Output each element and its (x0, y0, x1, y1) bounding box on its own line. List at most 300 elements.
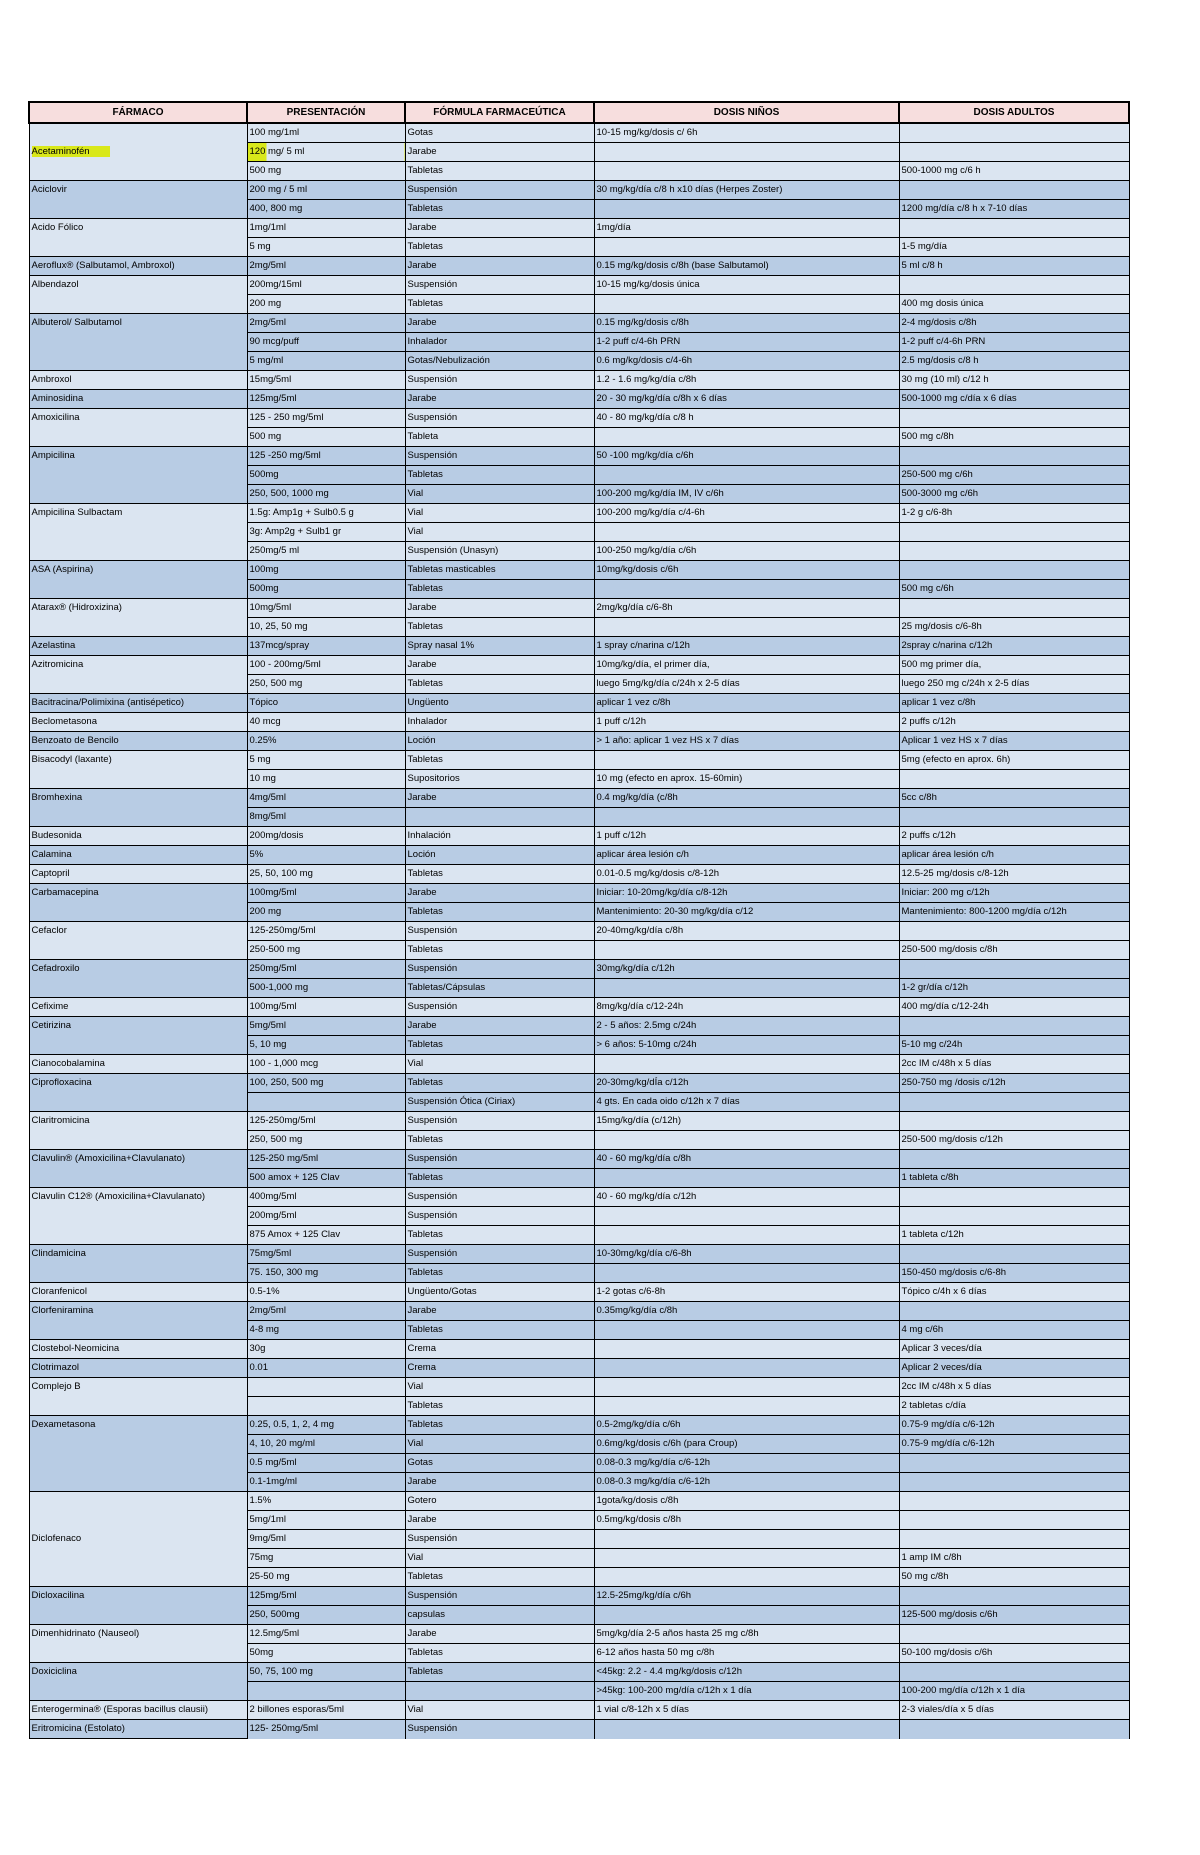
adult-dose-cell (899, 219, 1129, 238)
table-row (29, 865, 1129, 884)
table-row (29, 732, 1129, 751)
adult-dose-cell (899, 181, 1129, 200)
drug-name-cell (29, 1283, 247, 1302)
drug-name: Bisacodyl (laxante) (31, 754, 112, 765)
drug-name: Eritromicina (Estolato) (31, 1723, 125, 1734)
drug-name-cell (29, 295, 247, 314)
drug-name: Cefaclor (31, 925, 67, 936)
child-dose-cell (594, 941, 899, 960)
child-dose-cell: 100-200 mg/kg/día IM, IV c/6h (594, 485, 899, 504)
drug-name: Clotrimazol (31, 1362, 80, 1373)
table-row (29, 846, 1129, 865)
drug-name-cell (29, 1530, 247, 1549)
drug-name-cell (29, 1188, 247, 1207)
presentation-cell: 125-250mg/5ml (247, 1112, 405, 1131)
adult-dose-cell: 500-3000 mg c/6h (899, 485, 1129, 504)
child-dose-cell: 0.6mg/kg/dosis c/6h (para Croup) (594, 1435, 899, 1454)
adult-dose-cell: Aplicar 1 vez HS x 7 días (899, 732, 1129, 751)
drug-name-cell (29, 1359, 247, 1378)
table-body (29, 123, 1129, 1739)
formula-cell: Inhalación (405, 827, 594, 846)
presentation-cell: 100mg/5ml (247, 884, 405, 903)
table-row (29, 1587, 1129, 1606)
drug-name-cell (29, 846, 247, 865)
formula-cell: Tabletas masticables (405, 561, 594, 580)
presentation-cell: 2mg/5ml (247, 314, 405, 333)
adult-dose-cell: 5 ml c/8 h (899, 257, 1129, 276)
child-dose-cell (594, 1397, 899, 1416)
drug-name: Azitromicina (31, 659, 84, 670)
presentation-cell: 5% (247, 846, 405, 865)
drug-name-cell (29, 580, 247, 599)
drug-name-cell (29, 504, 247, 523)
child-dose-cell (594, 1378, 899, 1397)
adult-dose-cell: 2 puffs c/12h (899, 713, 1129, 732)
formula-cell: Gotas/Nebulización (405, 352, 594, 371)
presentation-cell: 5 mg (247, 238, 405, 257)
table-row (29, 1188, 1129, 1207)
table-row (29, 276, 1129, 295)
adult-dose-cell (899, 960, 1129, 979)
adult-dose-cell: aplicar área lesión c/h (899, 846, 1129, 865)
table-row (29, 1473, 1129, 1492)
child-dose-cell: 0.5-2mg/kg/día c/6h (594, 1416, 899, 1435)
child-dose-cell (594, 1549, 899, 1568)
presentation-cell: 500mg (247, 466, 405, 485)
adult-dose-cell (899, 542, 1129, 561)
header-farmaco: FÁRMACO (29, 102, 247, 123)
child-dose-cell: 1-2 puff c/4-6h PRN (594, 333, 899, 352)
presentation-cell (247, 1397, 405, 1416)
child-dose-cell (594, 1568, 899, 1587)
adult-dose-cell (899, 523, 1129, 542)
adult-dose-cell: 250-500 mg/dosis c/12h (899, 1131, 1129, 1150)
adult-dose-cell (899, 1473, 1129, 1492)
drug-name-cell (29, 1568, 247, 1587)
drug-name: Bromhexina (31, 792, 83, 803)
formula-cell: Crema (405, 1340, 594, 1359)
presentation-cell: 1mg/1ml (247, 219, 405, 238)
header-dosis-adultos: DOSIS ADULTOS (899, 102, 1129, 123)
child-dose-cell (594, 1226, 899, 1245)
child-dose-cell (594, 1606, 899, 1625)
drug-name-cell (29, 1112, 247, 1131)
formula-cell: Vial (405, 504, 594, 523)
adult-dose-cell: aplicar 1 vez c/8h (899, 694, 1129, 713)
formula-cell: Tabletas (405, 1321, 594, 1340)
adult-dose-cell: 12.5-25 mg/dosis c/8-12h (899, 865, 1129, 884)
drug-name-cell (29, 1606, 247, 1625)
drug-name-cell (29, 1435, 247, 1454)
table-row (29, 1245, 1129, 1264)
adult-dose-cell: 4 mg c/6h (899, 1321, 1129, 1340)
child-dose-cell (594, 1321, 899, 1340)
presentation-cell: 200mg/dosis (247, 827, 405, 846)
table-row (29, 371, 1129, 390)
presentation-cell: 250, 500 mg (247, 1131, 405, 1150)
presentation-cell: 10mg/5ml (247, 599, 405, 618)
drug-name-cell (29, 390, 247, 409)
drug-name: Carbamacepina (31, 887, 99, 898)
adult-dose-cell: 2cc IM c/48h x 5 días (899, 1055, 1129, 1074)
table-row (29, 485, 1129, 504)
child-dose-cell: 10mg/kg/día, el primer día, (594, 656, 899, 675)
drug-name-cell (29, 1321, 247, 1340)
drug-name-cell (29, 238, 247, 257)
drug-name-cell (29, 1720, 247, 1739)
presentation-cell: 125-250mg/5ml (247, 922, 405, 941)
drug-name: Aminosidina (31, 393, 84, 404)
presentation-cell: 50mg (247, 1644, 405, 1663)
adult-dose-cell: 50 mg c/8h (899, 1568, 1129, 1587)
drug-name-cell (29, 352, 247, 371)
adult-dose-cell: 2 puffs c/12h (899, 827, 1129, 846)
adult-dose-cell: Aplicar 2 veces/día (899, 1359, 1129, 1378)
child-dose-cell (594, 808, 899, 827)
formula-cell: Suspensión (405, 371, 594, 390)
adult-dose-cell (899, 770, 1129, 789)
drug-name: Dicloxacilina (31, 1590, 85, 1601)
drug-name: Clavulin C12® (Amoxicilina+Clavulanato) (31, 1191, 206, 1202)
child-dose-cell: 10-15 mg/kg/dosis única (594, 276, 899, 295)
presentation-cell: 12.5mg/5ml (247, 1625, 405, 1644)
table-row (29, 1207, 1129, 1226)
formula-cell: capsulas (405, 1606, 594, 1625)
drug-name-cell (29, 333, 247, 352)
formula-cell: Jarabe (405, 1017, 594, 1036)
formula-cell: Suspensión (405, 1150, 594, 1169)
presentation-cell: 250mg/5ml (247, 960, 405, 979)
table-row (29, 922, 1129, 941)
table-row (29, 314, 1129, 333)
drug-name-cell (29, 1587, 247, 1606)
child-dose-cell (594, 580, 899, 599)
adult-dose-cell: 2-4 mg/dosis c/8h (899, 314, 1129, 333)
child-dose-cell: Mantenimiento: 20-30 mg/kg/día c/12 (594, 903, 899, 922)
adult-dose-cell: 25 mg/dosis c/6-8h (899, 618, 1129, 637)
table-row (29, 1530, 1129, 1549)
adult-dose-cell (899, 922, 1129, 941)
drug-name: Clorfeniramina (31, 1305, 94, 1316)
drug-name-cell (29, 1302, 247, 1321)
formula-cell: Suspensión (405, 1188, 594, 1207)
presentation-cell: 400, 800 mg (247, 200, 405, 219)
formula-cell: Tabletas (405, 1397, 594, 1416)
adult-dose-cell (899, 123, 1129, 143)
formula-cell: Tabletas (405, 1264, 594, 1283)
table-row (29, 1131, 1129, 1150)
child-dose-cell (594, 295, 899, 314)
drug-name-cell (29, 561, 247, 580)
presentation-cell: Tópico (247, 694, 405, 713)
formula-cell: Jarabe (405, 1473, 594, 1492)
presentation-cell: 10 mg (247, 770, 405, 789)
table-row (29, 1416, 1129, 1435)
formula-cell: Jarabe (405, 143, 594, 162)
adult-dose-cell: 500-1000 mg c/día x 6 días (899, 390, 1129, 409)
formula-cell: Supositorios (405, 770, 594, 789)
child-dose-cell: 40 - 80 mg/kg/día c/8 h (594, 409, 899, 428)
child-dose-cell: 0.08-0.3 mg/kg/día c/6-12h (594, 1473, 899, 1492)
table-row (29, 618, 1129, 637)
adult-dose-cell: 30 mg (10 ml) c/12 h (899, 371, 1129, 390)
formula-cell: Tabletas (405, 1644, 594, 1663)
presentation-cell: 200mg/5ml (247, 1207, 405, 1226)
table-row (29, 770, 1129, 789)
formula-cell: Vial (405, 1701, 594, 1720)
table-row (29, 409, 1129, 428)
drug-name-cell (29, 542, 247, 561)
presentation-cell (247, 1378, 405, 1397)
presentation-cell: 250, 500 mg (247, 675, 405, 694)
child-dose-cell: 50 -100 mg/kg/día c/6h (594, 447, 899, 466)
presentation-cell: 500mg (247, 580, 405, 599)
drug-name-cell (29, 1245, 247, 1264)
child-dose-cell (594, 200, 899, 219)
presentation-cell: 125mg/5ml (247, 1587, 405, 1606)
formula-cell: Tabletas (405, 580, 594, 599)
adult-dose-cell: 5mg (efecto en aprox. 6h) (899, 751, 1129, 770)
drug-name-cell (29, 1663, 247, 1682)
table-row (29, 1435, 1129, 1454)
formula-cell: Suspensión (405, 181, 594, 200)
child-dose-cell: 0.6 mg/kg/dosis c/4-6h (594, 352, 899, 371)
drug-name: Dexametasona (31, 1419, 96, 1430)
drug-name-cell (29, 713, 247, 732)
adult-dose-cell (899, 447, 1129, 466)
formula-cell (405, 808, 594, 827)
presentation-cell: 250, 500mg (247, 1606, 405, 1625)
presentation-cell (247, 1093, 405, 1112)
child-dose-cell: aplicar 1 vez c/8h (594, 694, 899, 713)
adult-dose-cell (899, 1188, 1129, 1207)
adult-dose-cell: 400 mg/día c/12-24h (899, 998, 1129, 1017)
presentation-cell: 0.5-1% (247, 1283, 405, 1302)
drug-name-cell (29, 1511, 247, 1530)
formula-cell: Tabletas (405, 200, 594, 219)
presentation-cell: 500-1,000 mg (247, 979, 405, 998)
adult-dose-cell: 1-2 gr/día c/12h (899, 979, 1129, 998)
child-dose-cell: Iniciar: 10-20mg/kg/día c/8-12h (594, 884, 899, 903)
child-dose-cell: 0.5mg/kg/dosis c/8h (594, 1511, 899, 1530)
adult-dose-cell: Iniciar: 200 mg c/12h (899, 884, 1129, 903)
drug-name-cell (29, 789, 247, 808)
table-row (29, 1568, 1129, 1587)
table-row (29, 123, 1129, 143)
formula-cell: Suspensión (405, 409, 594, 428)
child-dose-cell: 5mg/kg/día 2-5 años hasta 25 mg c/8h (594, 1625, 899, 1644)
drug-name-cell (29, 1055, 247, 1074)
formula-cell: Suspensión (405, 447, 594, 466)
child-dose-cell: 40 - 60 mg/kg/día c/8h (594, 1150, 899, 1169)
presentation-cell: 30g (247, 1340, 405, 1359)
drug-name-cell (29, 1378, 247, 1397)
formula-cell: Suspensión Ótica (Ciriax) (405, 1093, 594, 1112)
formula-cell: Jarabe (405, 257, 594, 276)
drug-name: Diclofenaco (31, 1532, 82, 1544)
formula-cell: Vial (405, 1378, 594, 1397)
table-row (29, 333, 1129, 352)
drug-name-cell (29, 1207, 247, 1226)
adult-dose-cell: 100-200 mg/día c/12h x 1 día (899, 1682, 1129, 1701)
drug-name-cell (29, 200, 247, 219)
table-row (29, 1302, 1129, 1321)
formula-cell: Spray nasal 1% (405, 637, 594, 656)
drug-name-cell (29, 694, 247, 713)
adult-dose-cell: 1 tableta c/8h (899, 1169, 1129, 1188)
presentation-cell: 2 billones esporas/5ml (247, 1701, 405, 1720)
child-dose-cell: 100-250 mg/kg/día c/6h (594, 542, 899, 561)
table-row (29, 941, 1129, 960)
drug-name-cell (29, 1264, 247, 1283)
drug-name-cell (29, 922, 247, 941)
drug-name-cell (29, 1036, 247, 1055)
child-dose-cell (594, 1169, 899, 1188)
formula-cell: Jarabe (405, 1625, 594, 1644)
presentation-cell: 125mg/5ml (247, 390, 405, 409)
adult-dose-cell (899, 1017, 1129, 1036)
formula-cell: Tabletas (405, 618, 594, 637)
formula-cell: Vial (405, 1435, 594, 1454)
presentation-cell: 100, 250, 500 mg (247, 1074, 405, 1093)
drug-name-cell (29, 257, 247, 276)
drug-name: Cetirizina (31, 1020, 72, 1031)
presentation-cell: 10, 25, 50 mg (247, 618, 405, 637)
table-row (29, 238, 1129, 257)
adult-dose-cell (899, 1207, 1129, 1226)
presentation-cell: 100 - 200mg/5ml (247, 656, 405, 675)
child-dose-cell (594, 466, 899, 485)
adult-dose-cell (899, 1112, 1129, 1131)
formula-cell: Inhalador (405, 713, 594, 732)
header-formula: FÓRMULA FARMACEÚTICA (405, 102, 594, 123)
presentation-cell: 5 mg/ml (247, 352, 405, 371)
formula-cell: Suspensión (405, 1245, 594, 1264)
table-row (29, 143, 1129, 162)
presentation-cell: 2mg/5ml (247, 1302, 405, 1321)
adult-dose-cell: 5cc c/8h (899, 789, 1129, 808)
presentation-cell: 100 - 1,000 mcg (247, 1055, 405, 1074)
table-row (29, 1283, 1129, 1302)
adult-dose-cell: 500-1000 mg c/6 h (899, 162, 1129, 181)
presentation-cell: 8mg/5ml (247, 808, 405, 827)
drug-name-cell (29, 1625, 247, 1644)
formula-cell: Gotero (405, 1492, 594, 1511)
presentation-cell: 4-8 mg (247, 1321, 405, 1340)
child-dose-cell: 10-15 mg/kg/dosis c/ 6h (594, 123, 899, 143)
child-dose-cell: 0.01-0.5 mg/kg/dosis c/8-12h (594, 865, 899, 884)
child-dose-cell: 1-2 gotas c/6-8h (594, 1283, 899, 1302)
adult-dose-cell (899, 1245, 1129, 1264)
drug-name: Cianocobalamina (31, 1058, 105, 1069)
formula-cell: Tabletas (405, 1568, 594, 1587)
table-row (29, 903, 1129, 922)
adult-dose-cell (899, 599, 1129, 618)
child-dose-cell (594, 162, 899, 181)
table-row (29, 428, 1129, 447)
formula-cell: Jarabe (405, 390, 594, 409)
table-row (29, 352, 1129, 371)
drug-name-cell (29, 1644, 247, 1663)
child-dose-cell: 1.2 - 1.6 mg/kg/día c/8h (594, 371, 899, 390)
formula-cell: Tabletas (405, 295, 594, 314)
presentation-cell: 4mg/5ml (247, 789, 405, 808)
table-row (29, 523, 1129, 542)
presentation-cell: 0.5 mg/5ml (247, 1454, 405, 1473)
drug-name: Cefixime (31, 1001, 69, 1012)
presentation-cell: 1.5g: Amp1g + Sulb0.5 g (247, 504, 405, 523)
presentation-cell: 500 amox + 125 Clav (247, 1169, 405, 1188)
adult-dose-cell: 50-100 mg/dosis c/6h (899, 1644, 1129, 1663)
formula-cell: Inhalador (405, 333, 594, 352)
presentation-cell: 15mg/5ml (247, 371, 405, 390)
table-row (29, 1511, 1129, 1530)
presentation-cell: 250mg/5 ml (247, 542, 405, 561)
table-row (29, 181, 1129, 200)
adult-dose-cell: 250-500 mg c/6h (899, 466, 1129, 485)
formula-cell: Tabletas (405, 466, 594, 485)
child-dose-cell (594, 143, 899, 162)
formula-cell: Gotas (405, 1454, 594, 1473)
presentation-cell: 0.01 (247, 1359, 405, 1378)
formula-cell: Tabletas (405, 1226, 594, 1245)
table-row (29, 542, 1129, 561)
table-row (29, 1036, 1129, 1055)
table-row (29, 1644, 1129, 1663)
child-dose-cell: 1 vial c/8-12h x 5 días (594, 1701, 899, 1720)
drug-name: Acido Fólico (31, 222, 84, 233)
drug-name: Aeroflux® (Salbutamol, Ambroxol) (31, 260, 175, 271)
child-dose-cell (594, 1264, 899, 1283)
presentation-cell: 250, 500, 1000 mg (247, 485, 405, 504)
adult-dose-cell (899, 1492, 1129, 1511)
adult-dose-cell (899, 1663, 1129, 1682)
drug-name-cell (29, 1397, 247, 1416)
adult-dose-cell: 1-2 g c/6-8h (899, 504, 1129, 523)
child-dose-cell (594, 979, 899, 998)
child-dose-cell: 40 - 60 mg/kg/día c/12h (594, 1188, 899, 1207)
presentation-cell: 0.25, 0.5, 1, 2, 4 mg (247, 1416, 405, 1435)
presentation-cell: 50, 75, 100 mg (247, 1663, 405, 1682)
child-dose-cell (594, 1530, 899, 1549)
adult-dose-cell: 0.75-9 mg/día c/6-12h (899, 1435, 1129, 1454)
adult-dose-cell: 2 tabletas c/día (899, 1397, 1129, 1416)
presentation-cell: 100mg (247, 561, 405, 580)
adult-dose-cell: 0.75-9 mg/día c/6-12h (899, 1416, 1129, 1435)
drug-name-cell (29, 314, 247, 333)
formula-cell: Suspensión (405, 1587, 594, 1606)
child-dose-cell (594, 428, 899, 447)
formula-cell: Jarabe (405, 884, 594, 903)
drug-name-cell (29, 941, 247, 960)
drug-name-cell (29, 428, 247, 447)
formula-cell: Vial (405, 523, 594, 542)
presentation-cell: 4, 10, 20 mg/ml (247, 1435, 405, 1454)
drug-name-cell (29, 599, 247, 618)
adult-dose-cell: 250-750 mg /dosis c/12h (899, 1074, 1129, 1093)
child-dose-cell: luego 5mg/kg/día c/24h x 2-5 días (594, 675, 899, 694)
child-dose-cell: 12.5-25mg/kg/día c/6h (594, 1587, 899, 1606)
adult-dose-cell (899, 276, 1129, 295)
drug-name: Enterogermina® (Esporas bacillus clausii) (31, 1704, 208, 1715)
adult-dose-cell: 250-500 mg/dosis c/8h (899, 941, 1129, 960)
adult-dose-cell (899, 409, 1129, 428)
presentation-cell: 1.5% (247, 1492, 405, 1511)
drug-name: Dimenhidrinato (Nauseol) (31, 1628, 140, 1639)
presentation-cell: 5mg/5ml (247, 1017, 405, 1036)
adult-dose-cell (899, 561, 1129, 580)
formula-cell: Suspensión (405, 1207, 594, 1226)
